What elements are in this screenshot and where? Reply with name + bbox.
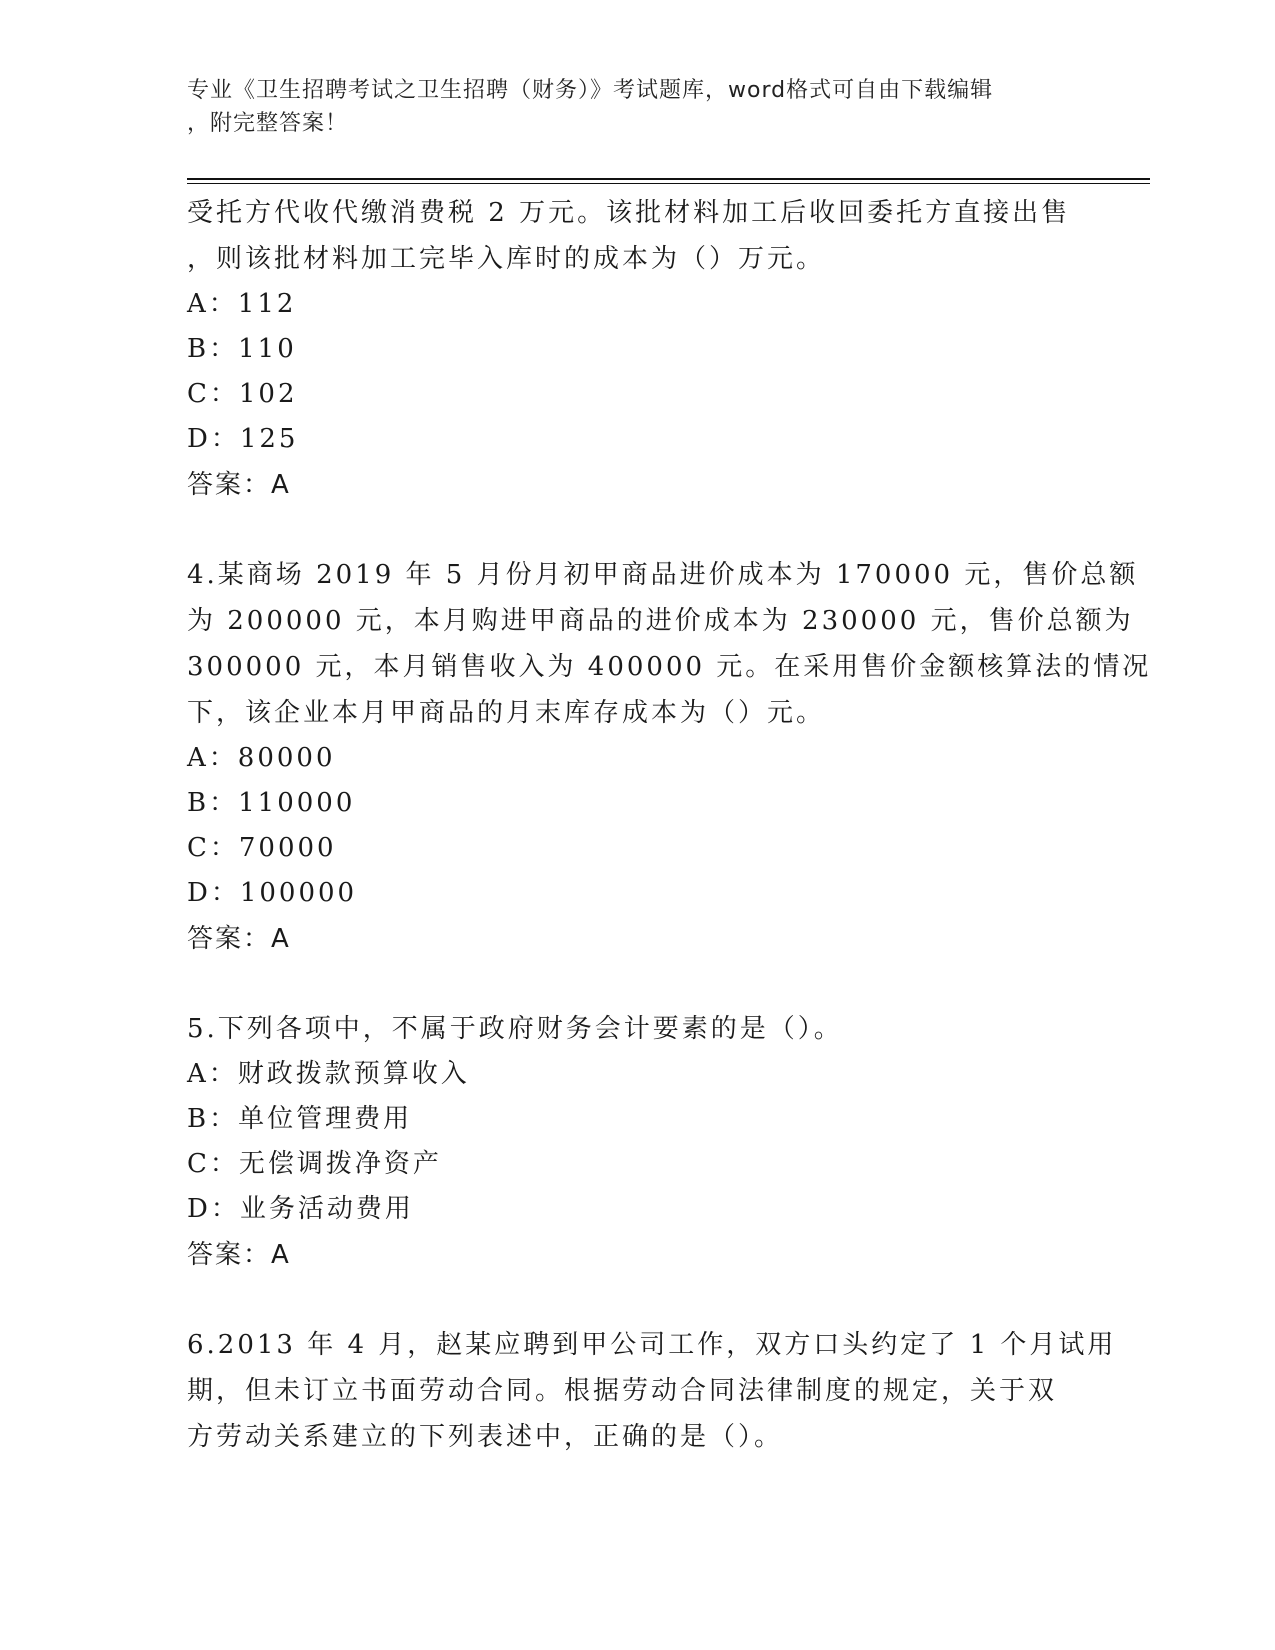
option-b: B：110 xyxy=(187,334,297,364)
answer-line: 答案：A xyxy=(187,924,291,954)
option-a: A：112 xyxy=(187,289,297,319)
option-c: C：70000 xyxy=(187,833,337,863)
header-line-1: 专业《卫生招聘考试之卫生招聘（财务）》考试题库，word格式可自由下载编辑 xyxy=(187,78,994,103)
question-text-line: 300000 元，本月销售收入为 400000 元。在采用售价金额核算法的情况 xyxy=(187,652,1152,682)
option-a: A：80000 xyxy=(187,743,336,773)
spacer xyxy=(187,1278,1087,1322)
question-text-line: 4.某商场 2019 年 5 月份月初甲商品进价成本为 170000 元，售价总额 xyxy=(187,560,1139,590)
option-a: A：财政拨款预算收入 xyxy=(187,1059,470,1089)
answer-line: 答案：A xyxy=(187,1240,291,1270)
question-text-line: 期，但未订立书面劳动合同。根据劳动合同法律制度的规定，关于双 xyxy=(187,1376,1058,1406)
question-text-line: 下，该企业本月甲商品的月末库存成本为（）元。 xyxy=(187,698,826,728)
question-5 xyxy=(187,1006,1087,1278)
spacer xyxy=(187,962,1087,1006)
option-c: C：102 xyxy=(187,379,298,409)
spacer xyxy=(187,508,1087,552)
option-c: C：无偿调拨净资产 xyxy=(187,1149,442,1179)
option-b: B：单位管理费用 xyxy=(187,1104,413,1134)
option-d: D：业务活动费用 xyxy=(187,1194,414,1224)
question-text-line: ，则该批材料加工完毕入库时的成本为（）万元。 xyxy=(187,244,826,274)
question-text-line: 6.2013 年 4 月，赵某应聘到甲公司工作，双方口头约定了 1 个月试用 xyxy=(187,1330,1117,1360)
header-divider-thin xyxy=(187,183,1150,184)
header-divider-thick xyxy=(187,178,1150,180)
option-d: D：125 xyxy=(187,424,299,454)
header-line-2: ，附完整答案！ xyxy=(187,111,349,136)
option-d: D：100000 xyxy=(187,878,358,908)
question-text-line: 5.下列各项中，不属于政府财务会计要素的是（）。 xyxy=(187,1014,843,1044)
question-text-line: 受托方代收代缴消费税 2 万元。该批材料加工后收回委托方直接出售 xyxy=(187,198,1071,228)
answer-line: 答案：A xyxy=(187,470,291,500)
question-text-line: 为 200000 元，本月购进甲商品的进价成本为 230000 元，售价总额为 xyxy=(187,606,1134,636)
page-header xyxy=(187,74,1067,140)
question-text-line: 方劳动关系建立的下列表述中，正确的是（）。 xyxy=(187,1422,784,1452)
question-4 xyxy=(187,552,1152,962)
question-content xyxy=(187,190,1152,1460)
question-3 xyxy=(187,190,1087,508)
question-6 xyxy=(187,1322,1117,1460)
option-b: B：110000 xyxy=(187,788,356,818)
